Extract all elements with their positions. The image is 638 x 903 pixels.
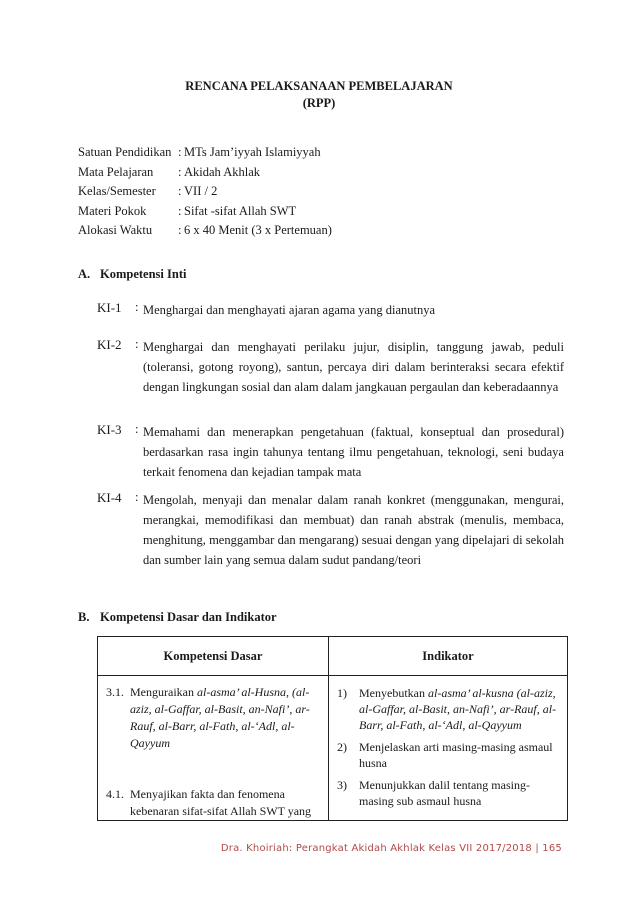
kd-item bbox=[106, 684, 320, 752]
header-kompetensi-dasar: Kompetensi Dasar bbox=[98, 637, 329, 676]
section-heading-b bbox=[78, 610, 277, 625]
info-colon: : bbox=[178, 203, 182, 218]
indicator-text-plain: Menyebutkan bbox=[359, 686, 428, 700]
indicator-item bbox=[337, 777, 559, 809]
table-header-row bbox=[98, 637, 568, 676]
table-row bbox=[98, 676, 568, 821]
ki-code: KI-2 bbox=[97, 337, 122, 352]
info-row bbox=[78, 202, 332, 222]
kd-text-italic: al-asma’ al-Husna, (al-aziz, al-Gaffar, al-Basit, an-Nafi’, ar-Rauf, al-Barr, al-Fath, al-‘Adl, al-Qayyum bbox=[130, 685, 310, 750]
section-title: Kompetensi Inti bbox=[100, 267, 187, 281]
info-value: MTs Jam’iyyah Islamiyyah bbox=[184, 145, 321, 160]
indicator-text-plain: Menjelaskan arti masing-masing asmaul husna bbox=[359, 740, 553, 770]
indicator-text-italic: al-asma’ al-kusna (al-aziz, al-Gaffar, al-Basit, an-Nafi’, ar-Rauf, al-Barr, al-Fath, al-‘Adl, al-Qayyum bbox=[359, 686, 557, 732]
kd-cell bbox=[98, 676, 329, 821]
ki-item bbox=[97, 422, 564, 482]
indicator-item bbox=[337, 685, 559, 733]
info-label: Mata Pelajaran bbox=[78, 164, 154, 179]
ki-colon: : bbox=[135, 422, 139, 436]
ki-code: KI-4 bbox=[97, 490, 122, 505]
ki-code: KI-1 bbox=[97, 300, 122, 315]
info-value: VII / 2 bbox=[184, 184, 218, 199]
info-value: Akidah Akhlak bbox=[184, 164, 261, 179]
kd-item bbox=[106, 786, 320, 820]
info-value: Sifat -sifat Allah SWT bbox=[184, 203, 297, 218]
info-colon: : bbox=[178, 164, 182, 179]
info-label: Satuan Pendidikan bbox=[78, 145, 172, 160]
indicator-item bbox=[337, 739, 559, 771]
info-row bbox=[78, 143, 332, 163]
section-title: Kompetensi Dasar dan Indikator bbox=[100, 610, 277, 624]
info-row bbox=[78, 163, 332, 183]
info-label: Kelas/Semester bbox=[78, 184, 156, 199]
kd-indicator-table bbox=[97, 636, 568, 821]
kd-text bbox=[130, 786, 320, 820]
ki-text: Memahami dan menerapkan pengetahuan (faktual, konseptual dan prosedural) berdasarkan rasa ingin tahunya tentang ilmu pengetahuan, teknologi, seni budaya terkait fenomena dan kejadian tampak mata bbox=[143, 425, 564, 479]
info-colon: : bbox=[178, 223, 182, 238]
indicator-cell bbox=[329, 676, 568, 821]
indicator-text bbox=[359, 777, 559, 809]
identity-table bbox=[78, 143, 332, 241]
info-label: Materi Pokok bbox=[78, 203, 147, 218]
kd-text-plain: Menguraikan bbox=[130, 685, 197, 699]
ki-code: KI-3 bbox=[97, 422, 122, 437]
kd-text bbox=[130, 684, 320, 752]
kd-text-plain: Menyajikan fakta dan fenomena kebenaran sifat-sifat Allah SWT yang bbox=[130, 787, 312, 818]
indicator-text bbox=[359, 685, 559, 733]
ki-item bbox=[97, 337, 564, 397]
ki-text: Mengolah, menyaji dan menalar dalam ranah konkret (menggunakan, mengurai, merangkai, memodifikasi dan membuat) dan ranah abstrak (menulis, membaca, menghitung, menggambar dan mengarang) sesuai dengan yang dipelajari di sekolah dan sumber lain yang semua dalam sudut pandang/teori bbox=[143, 493, 564, 567]
info-value: 6 x 40 Menit (3 x Pertemuan) bbox=[184, 223, 332, 238]
section-heading-a bbox=[78, 267, 186, 282]
indicator-number: 2) bbox=[337, 740, 347, 754]
ki-item bbox=[97, 490, 564, 570]
ki-item bbox=[97, 300, 564, 320]
ki-text: Menghargai dan menghayati ajaran agama yang dianutnya bbox=[143, 303, 436, 317]
ki-colon: : bbox=[135, 337, 139, 351]
kd-number: 4.1. bbox=[106, 787, 124, 801]
document-title: RENCANA PELAKSANAAN PEMBELAJARAN bbox=[185, 79, 453, 93]
ki-text: Menghargai dan menghayati perilaku jujur, disiplin, tanggung jawab, peduli (toleransi, gotong royong), santun, percaya diri dalam berinteraksi secara efektif dengan lingkungan sosial dan alam dalam jangkauan pergaulan dan keberadaannya bbox=[143, 340, 564, 394]
header-indikator: Indikator bbox=[329, 637, 568, 676]
indicator-text bbox=[359, 739, 559, 771]
page-footer: Dra. Khoiriah: Perangkat Akidah Akhlak Kelas VII 2017/2018 | 165 bbox=[220, 843, 562, 854]
indicator-text-plain: Menunjukkan dalil tentang masing-masing sub asmaul husna bbox=[359, 778, 530, 808]
indicator-number: 3) bbox=[337, 778, 347, 792]
ki-colon: : bbox=[135, 490, 139, 504]
info-row bbox=[78, 182, 332, 202]
info-colon: : bbox=[178, 184, 182, 199]
info-label: Alokasi Waktu bbox=[78, 223, 153, 238]
info-colon: : bbox=[178, 145, 182, 160]
indicator-number: 1) bbox=[337, 686, 347, 700]
ki-colon: : bbox=[135, 300, 139, 314]
info-row bbox=[78, 221, 332, 241]
section-letter: A. bbox=[78, 267, 91, 281]
kd-number: 3.1. bbox=[106, 685, 124, 699]
section-letter: B. bbox=[78, 610, 90, 624]
document-subtitle: (RPP) bbox=[302, 96, 336, 110]
